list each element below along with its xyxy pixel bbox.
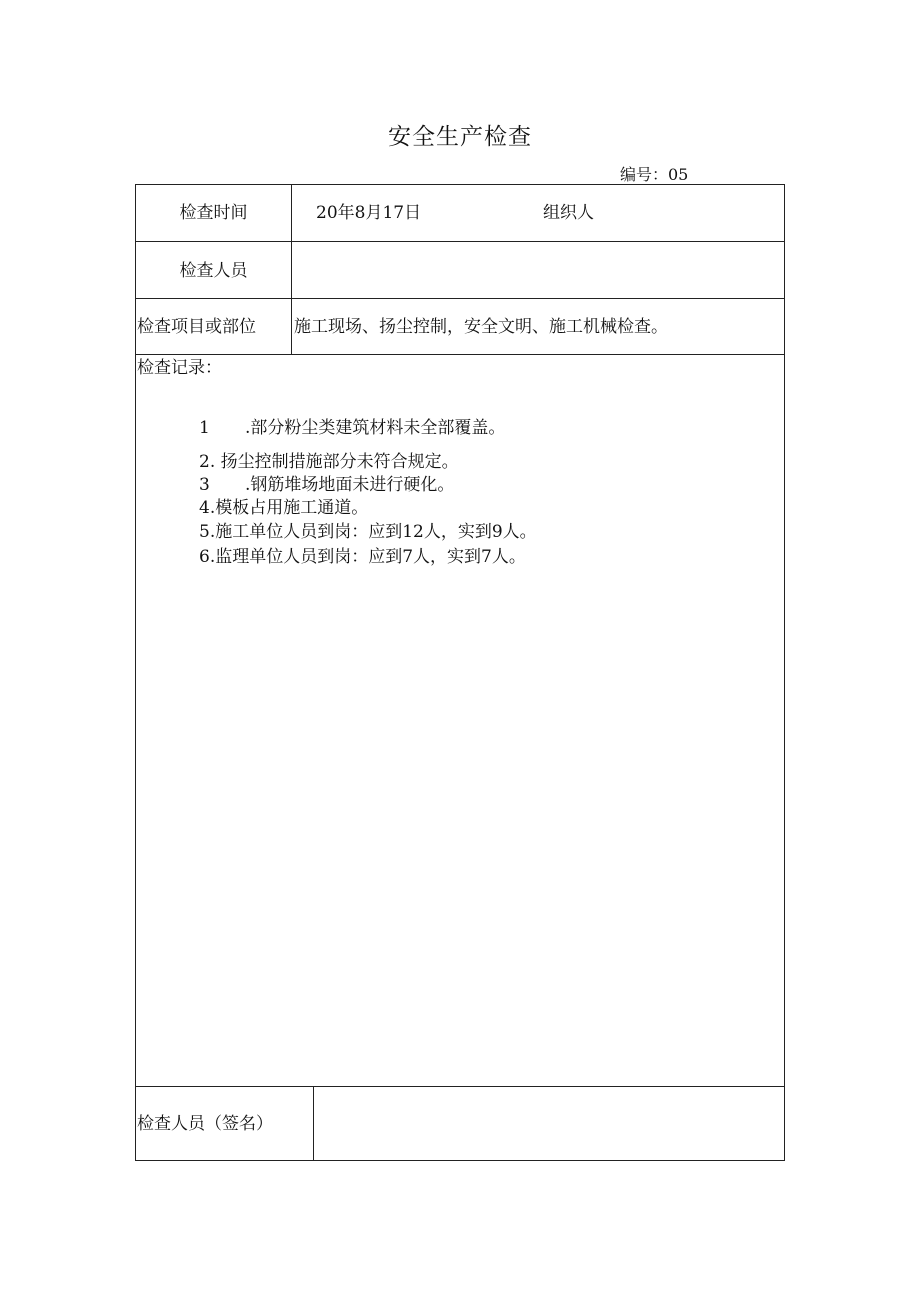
record-item	[199, 418, 505, 438]
inspection-record-label: 检查记录：	[137, 358, 222, 378]
inspection-time-value: 20年8月17日	[316, 203, 422, 223]
record-item	[199, 498, 368, 518]
row-divider	[136, 298, 784, 299]
page-title: 安全生产检查	[388, 124, 532, 150]
record-item	[199, 547, 526, 567]
record-item	[199, 475, 454, 495]
organizer-label: 组织人	[543, 203, 594, 223]
document-number: 编号：05	[620, 165, 689, 184]
row-divider	[136, 241, 784, 242]
inspection-form	[135, 184, 785, 1161]
record-text: 5.施工单位人员到岗：应到12人，实到9人。	[199, 522, 537, 542]
record-item	[199, 522, 537, 542]
row-divider	[136, 1086, 784, 1087]
record-text: .部分粉尘类建筑材料未全部覆盖。	[245, 418, 506, 438]
record-text: 6.监理单位人员到岗：应到7人，实到7人。	[199, 547, 526, 567]
row-divider	[136, 354, 784, 355]
inspection-items-value: 施工现场、扬尘控制，安全文明、施工机械检查。	[294, 317, 668, 337]
column-divider	[291, 185, 292, 354]
record-number: 3	[199, 475, 210, 495]
column-divider	[313, 1086, 314, 1160]
record-number: 1	[199, 418, 210, 438]
record-text: 4.模板占用施工通道。	[199, 498, 369, 518]
record-text: .钢筋堆场地面未进行硬化。	[245, 475, 455, 495]
inspectors-label: 检查人员	[179, 261, 248, 281]
inspection-items-label: 检查项目或部位	[137, 317, 256, 337]
signature-label: 检查人员（签名）	[137, 1114, 273, 1134]
record-text: 2. 扬尘控制措施部分未符合规定。	[199, 452, 459, 472]
record-item	[199, 452, 459, 472]
inspection-time-label: 检查时间	[179, 203, 248, 223]
